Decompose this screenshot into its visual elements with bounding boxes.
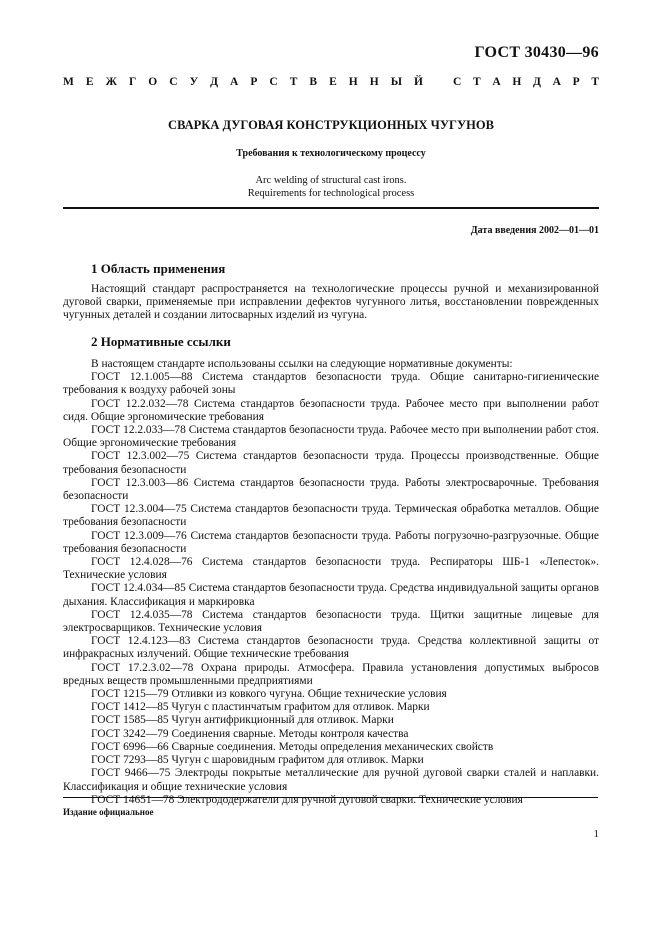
reference-item: ГОСТ 12.4.034—85 Система стандартов безопасности труда. Средства индивидуальной защиты органов дыхания. Классификация и маркировка	[63, 582, 599, 608]
banner-letter: Е	[329, 76, 337, 88]
reference-item: ГОСТ 12.4.028—76 Система стандартов безопасности труда. Респираторы ШБ-1 «Лепесток». Технические условия	[63, 556, 599, 582]
reference-item: ГОСТ 1215—79 Отливки из ковкого чугуна. Общие технические условия	[91, 688, 447, 701]
banner-word-standard	[453, 76, 599, 88]
header-divider	[63, 207, 599, 209]
reference-item: ГОСТ 1585—85 Чугун антифрикционный для отливок. Марки	[91, 714, 394, 727]
reference-item: ГОСТ 6996—66 Сварные соединения. Методы определения механических свойств	[91, 740, 494, 753]
banner-letter: Ж	[105, 76, 117, 88]
banner-letter: Н	[369, 76, 379, 88]
banner-letter: Д	[210, 76, 218, 88]
banner-letter: Р	[250, 76, 258, 88]
reference-item: ГОСТ 12.3.004—75 Система стандартов безопасности труда. Термическая обработка металлов. Общие требования безопасности	[63, 503, 599, 529]
reference-item: ГОСТ 12.2.032—78 Система стандартов безопасности труда. Рабочее место при выполнении работ сидя. Общие эргономические требования	[63, 397, 599, 423]
english-title-line-2: Requirements for technological process	[247, 188, 415, 199]
reference-item: ГОСТ 12.3.009—76 Система стандартов безопасности труда. Работы погрузочно-разгрузочные. Общие требования безопасности	[63, 529, 599, 555]
banner-letter: Д	[533, 76, 541, 88]
section-1-text: Настоящий стандарт распространяется на технологические процессы ручной и механизированной дуговой сварки, применяемые при исправлении дефектов чугунного литья, восстановлении поврежденных чугунных деталей и создании литосварных изделий из чугуна.	[63, 283, 599, 322]
reference-item: ГОСТ 12.1.005—88 Система стандартов безопасности труда. Общие санитарно-гигиенические требования к воздуху рабочей зоны	[63, 371, 599, 397]
banner-letter: С	[453, 76, 462, 88]
page-number: 1	[593, 828, 599, 840]
edition-note: Издание официальное	[63, 807, 154, 817]
introduction-date: Дата введения 2002—01—01	[470, 225, 599, 236]
reference-item: ГОСТ 17.2.3.02—78 Охрана природы. Атмосфера. Правила установления допустимых выбросов вредных веществ промышленными предприятиями	[63, 661, 599, 687]
banner-letter: Т	[289, 76, 298, 88]
banner-letter: Е	[85, 76, 94, 88]
reference-item: ГОСТ 12.3.002—75 Система стандартов безопасности труда. Процессы производственные. Общие требования безопасности	[63, 450, 599, 476]
banner-letter: М	[63, 76, 74, 88]
standard-number: ГОСТ 30430—96	[474, 44, 599, 61]
reference-item: ГОСТ 3242—79 Соединения сварные. Методы контроля качества	[91, 727, 409, 740]
section-1-heading: 1 Область применения	[91, 261, 226, 276]
reference-item: ГОСТ 14651—78 Электрододержатели для ручной дуговой сварки. Технические условия	[91, 793, 523, 806]
reference-item: ГОСТ 7293—85 Чугун с шаровидным графитом для отливок. Марки	[91, 754, 424, 767]
references-intro: В настоящем стандарте использованы ссылки на следующие нормативные документы:	[91, 358, 513, 370]
document-title-english	[63, 174, 599, 200]
banner-letter: Т	[473, 76, 481, 88]
banner-letter: О	[148, 76, 158, 88]
footer-divider	[63, 797, 598, 798]
references-items	[63, 371, 599, 807]
references-list	[63, 358, 599, 807]
document-title: СВАРКА ДУГОВАЯ КОНСТРУКЦИОННЫХ ЧУГУНОВ	[168, 118, 494, 132]
banner-letter: В	[309, 76, 318, 88]
banner-word-interstate	[63, 76, 423, 88]
section-2-heading: 2 Нормативные ссылки	[91, 334, 231, 349]
reference-item: ГОСТ 12.2.033—78 Система стандартов безопасности труда. Рабочее место при выполнении работ стоя. Общие эргономические требования	[63, 424, 599, 450]
banner-letter: Н	[348, 76, 358, 88]
banner-letter: У	[189, 76, 199, 88]
reference-item: ГОСТ 1412—85 Чугун с пластинчатым графитом для отливок. Марки	[91, 701, 430, 714]
banner-letter: Н	[512, 76, 522, 88]
banner-letter: А	[492, 76, 501, 88]
banner-letter: Г	[128, 76, 137, 88]
banner-letter: С	[269, 76, 278, 88]
document-subtitle: Требования к технологическому процессу	[236, 148, 426, 159]
banner-letter: Ы	[390, 76, 402, 88]
banner-letter: Й	[414, 76, 423, 88]
reference-item: ГОСТ 12.4.123—83 Система стандартов безопасности труда. Средства коллективной защиты от инфракрасных излучений. Общие технические требования	[63, 635, 599, 661]
reference-item: ГОСТ 9466—75 Электроды покрытые металлические для ручной дуговой сварки сталей и наплавки. Классификация и общие технические условия	[63, 767, 599, 793]
banner-letter: А	[552, 76, 561, 88]
interstate-standard-banner	[63, 76, 599, 88]
banner-letter: С	[169, 76, 178, 88]
banner-letter: А	[230, 76, 239, 88]
reference-item: ГОСТ 12.4.035—78 Система стандартов безопасности труда. Щитки защитные лицевые для электросварщиков. Технические условия	[63, 608, 599, 635]
banner-letter: Р	[572, 76, 580, 88]
english-title-line-1: Arc welding of structural cast irons.	[255, 175, 407, 186]
reference-item: ГОСТ 12.3.003—86 Система стандартов безопасности труда. Работы электросварочные. Требования безопасности	[63, 476, 599, 503]
banner-letter: Т	[591, 76, 599, 88]
